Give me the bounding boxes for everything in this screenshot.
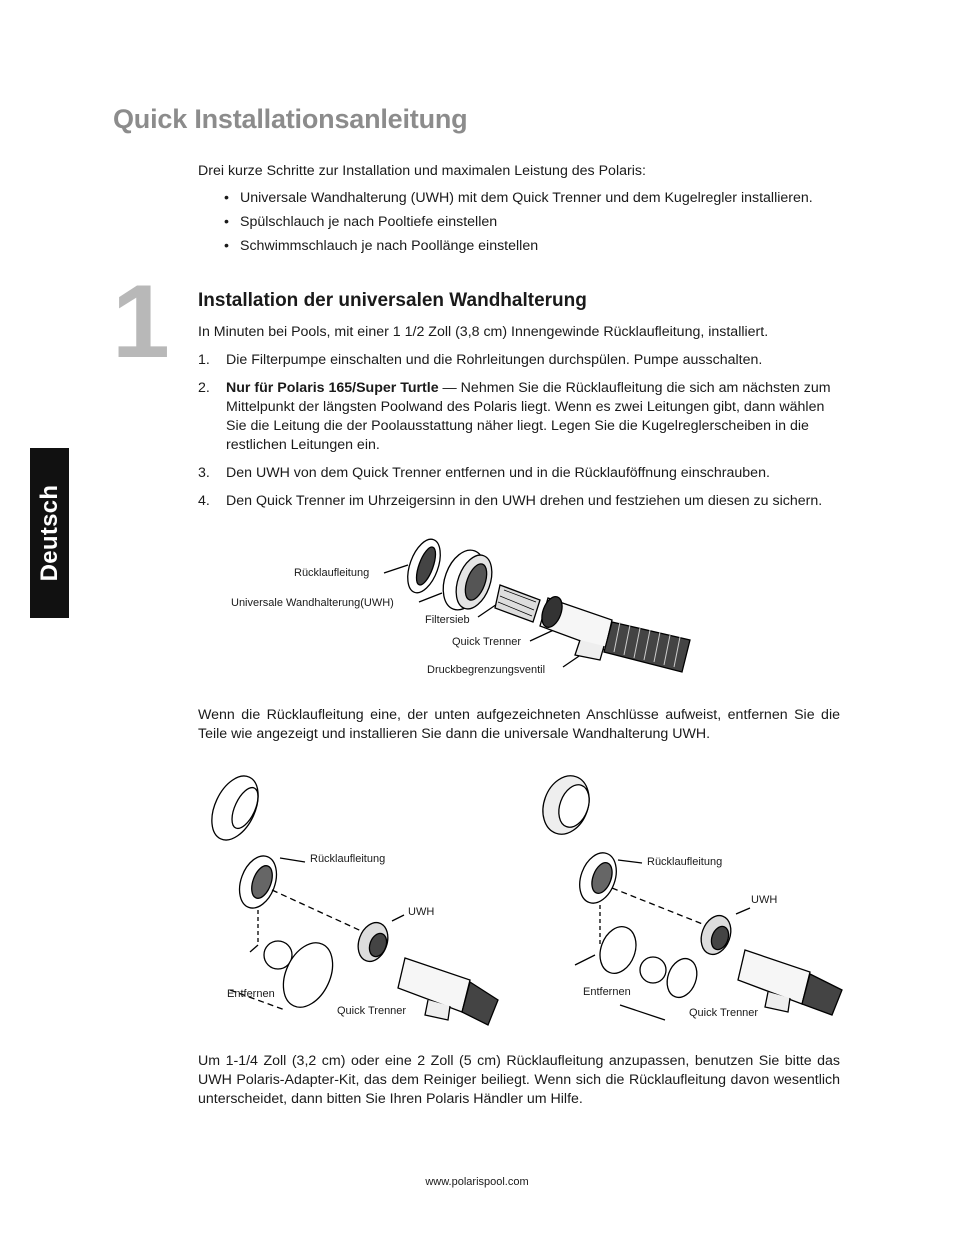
intro-text: Drei kurze Schritte zur Installation und maximalen Leistung des Polaris: (198, 163, 646, 179)
label-left-uwh: UWH (408, 906, 435, 918)
label-druckbegrenzungsventil: Druckbegrenzungsventil (427, 664, 546, 676)
step-number: 2. (198, 380, 210, 396)
step-number: 1. (198, 352, 210, 368)
section-heading: Installation der universalen Wandhalterung (198, 290, 587, 311)
label-filtersieb: Filtersieb (425, 614, 470, 626)
step-text-body: Die Filterpumpe einschalten und die Rohrleitungen durchspülen. Pumpe ausschalten. (226, 352, 763, 368)
step-bold-text: Nur für Polaris 165/Super Turtle (226, 380, 439, 396)
language-label: Deutsch (35, 484, 63, 582)
footer-url: www.polarispool.com (425, 1176, 529, 1188)
fittings-paragraph: Wenn die Rücklaufleitung eine, der unten aufgezeichneten Anschlüsse aufweist, entfernen Sie die Teile wie angezeigt und installieren Sie dann die universale Wandhalterung UWH. (198, 707, 840, 742)
step-text-body: Den UWH von dem Quick Trenner entfernen und in die Rücklauföffnung einschrauben. (226, 465, 770, 481)
label-right-ruecklaufleitung: Rücklaufleitung (647, 856, 723, 868)
step-text-body: Den Quick Trenner im Uhrzeigersinn in den UWH drehen und festziehen um diesen zu sichern. (226, 493, 823, 509)
label-quick-trenner: Quick Trenner (452, 636, 522, 648)
adapter-paragraph: Um 1-1/4 Zoll (3,2 cm) oder eine 2 Zoll (5 cm) Rücklaufleitung anzupassen, benutzen Sie bitte das UWH Polaris-Adapter-Kit, das dem Reiniger beiliegt. Wenn sich die Rücklaufleitung davon wesentlich unterscheidet, dann bitten Sie Ihren Polaris Händler um Hilfe. (198, 1053, 840, 1107)
bullet-item: • Schwimmschlauch je nach Poollänge einstellen (224, 237, 824, 256)
label-uwh: Universale Wandhalterung(UWH) (231, 597, 394, 609)
label-left-ruecklaufleitung: Rücklaufleitung (310, 853, 386, 865)
step-number: 4. (198, 493, 210, 509)
page-title: Quick Installationsanleitung (113, 104, 468, 134)
bullet-item: • Universale Wandhalterung (UWH) mit dem Quick Trenner und dem Kugelregler installieren. (224, 189, 824, 208)
step-text-body: — Nehmen Sie die Rücklaufleitung die sich am nächsten zum Mittelpunkt der längsten Poolwand des Polaris liegt. Wenn es zwei Leitungen gibt, dann wählen Sie die Leitung die der Poolausstattung näher liegt. Legen Sie die Kugelreglerscheiben in die restlichen Leitungen ein. (226, 380, 831, 453)
label-right-entfernen: Entfernen (583, 986, 631, 998)
label-right-uwh: UWH (751, 894, 778, 906)
section-lead: In Minuten bei Pools, mit einer 1 1/2 Zoll (3,8 cm) Innengewinde Rücklaufleitung, installiert. (198, 324, 769, 340)
label-ruecklaufleitung: Rücklaufleitung (294, 567, 370, 579)
label-left-quick-trenner: Quick Trenner (337, 1005, 407, 1017)
label-right-quick-trenner: Quick Trenner (689, 1007, 759, 1019)
section-number: 1 (112, 264, 170, 380)
label-left-entfernen: Entfernen (227, 988, 275, 1000)
step-number: 3. (198, 465, 210, 481)
bullet-item: • Spülschlauch je nach Pooltiefe einstellen (224, 213, 824, 232)
